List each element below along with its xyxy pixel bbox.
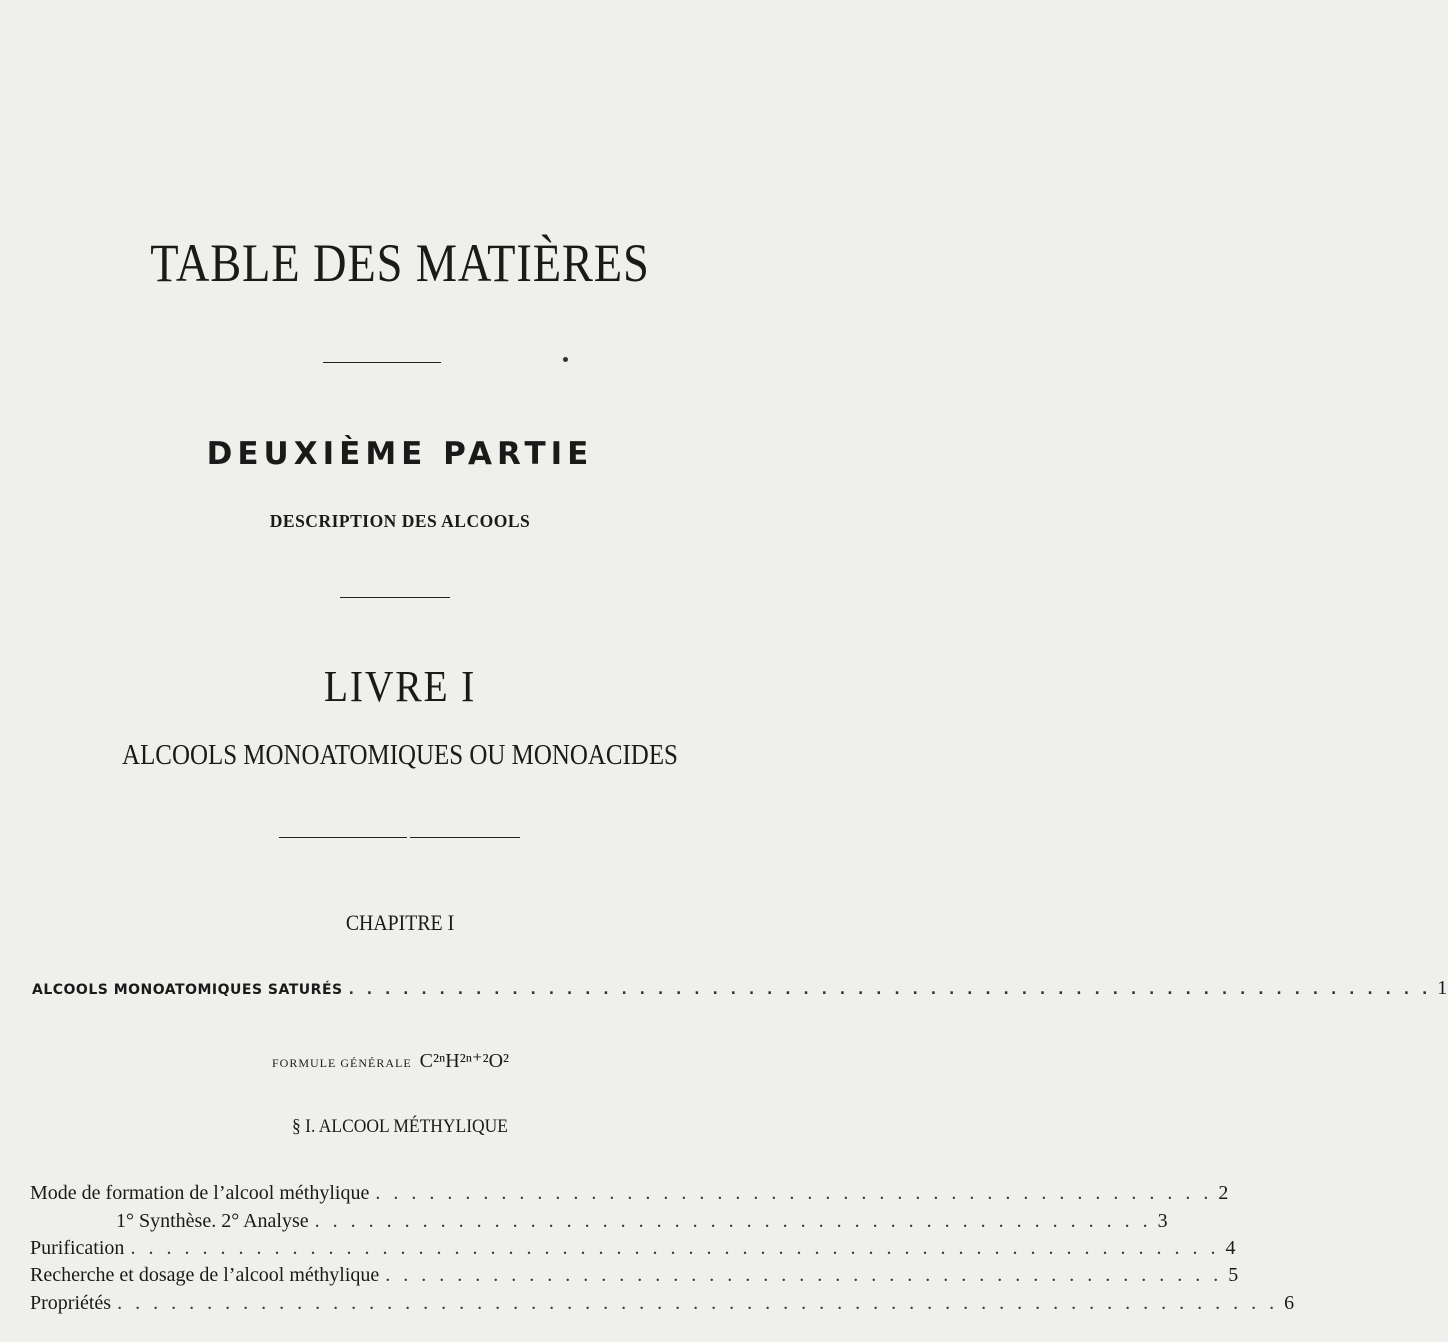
divider-rule bbox=[340, 597, 450, 598]
divider-rule bbox=[279, 837, 407, 838]
toc-entry bbox=[30, 1182, 1229, 1205]
toc-entry bbox=[30, 1237, 1236, 1260]
toc-entry-page: 3 bbox=[1157, 1210, 1168, 1232]
toc-entry-label: Mode de formation de l’alcool méthylique bbox=[30, 1182, 370, 1204]
section-label: ALCOOLS MONOATOMIQUES SATURÉS bbox=[32, 982, 343, 998]
toc-entry bbox=[30, 1292, 1295, 1315]
book-title: LIVRE I bbox=[323, 662, 477, 711]
toc-entry-label: Propriétés bbox=[30, 1292, 112, 1314]
toc-entry-label: Recherche et dosage de l’alcool méthylique bbox=[30, 1264, 380, 1286]
part-subtitle: DESCRIPTION DES ALCOOLS bbox=[269, 511, 531, 531]
leader-dots: . . . . . . . . . . . . . . . . . . . . . . . . . . . . . . . . . . . . . . . . . . . . . . . . . . . . . . . . . . . . bbox=[348, 982, 1432, 998]
chapter-title: CHAPITRE I bbox=[345, 910, 455, 935]
general-formula bbox=[272, 1048, 509, 1073]
leader-dots: . . . . . . . . . . . . . . . . . . . . . . . . . . . . . . . . . . . . . . . . . . . . . . . bbox=[375, 1182, 1213, 1204]
section-page-number: 1 bbox=[1437, 977, 1448, 999]
toc-entry bbox=[30, 1264, 1239, 1287]
formula-expression: C²ⁿH²ⁿ⁺²O² bbox=[419, 1050, 510, 1072]
part-title: DEUXIÈME PARTIE bbox=[206, 436, 594, 472]
divider-rule bbox=[323, 362, 441, 363]
rule-dot bbox=[563, 357, 568, 362]
divider-rule bbox=[410, 837, 520, 838]
leader-dots: . . . . . . . . . . . . . . . . . . . . . . . . . . . . . . . . . . . . . . . . . . . . . . . bbox=[385, 1264, 1223, 1286]
toc-entry-label: 1° Synthèse. 2° Analyse bbox=[116, 1210, 309, 1232]
leader-dots: . . . . . . . . . . . . . . . . . . . . . . . . . . . . . . . . . . . . . . . . . . . . . . . bbox=[314, 1210, 1152, 1232]
toc-entry-page: 6 bbox=[1284, 1292, 1295, 1314]
toc-entry bbox=[30, 1210, 1168, 1233]
toc-entry-page: 4 bbox=[1225, 1237, 1236, 1259]
toc-entry-page: 5 bbox=[1228, 1264, 1239, 1286]
main-title: TABLE DES MATIÈRES bbox=[150, 233, 650, 293]
book-subtitle: ALCOOLS MONOATOMIQUES OU MONOACIDES bbox=[122, 739, 678, 771]
section-entry bbox=[32, 977, 1448, 1000]
toc-entry-label: Purification bbox=[30, 1237, 125, 1259]
leader-dots: . . . . . . . . . . . . . . . . . . . . . . . . . . . . . . . . . . . . . . . . . . . . . . . . . . . . . . . . . . . . . bbox=[130, 1237, 1220, 1259]
leader-dots: . . . . . . . . . . . . . . . . . . . . . . . . . . . . . . . . . . . . . . . . . . . . . . . . . . . . . . . . . . . . . . . . . bbox=[117, 1292, 1279, 1314]
paragraph-title: § I. ALCOOL MÉTHYLIQUE bbox=[292, 1116, 508, 1137]
toc-entry-page: 2 bbox=[1218, 1182, 1229, 1204]
formula-label: FORMULE GÉNÉRALE bbox=[272, 1056, 412, 1070]
